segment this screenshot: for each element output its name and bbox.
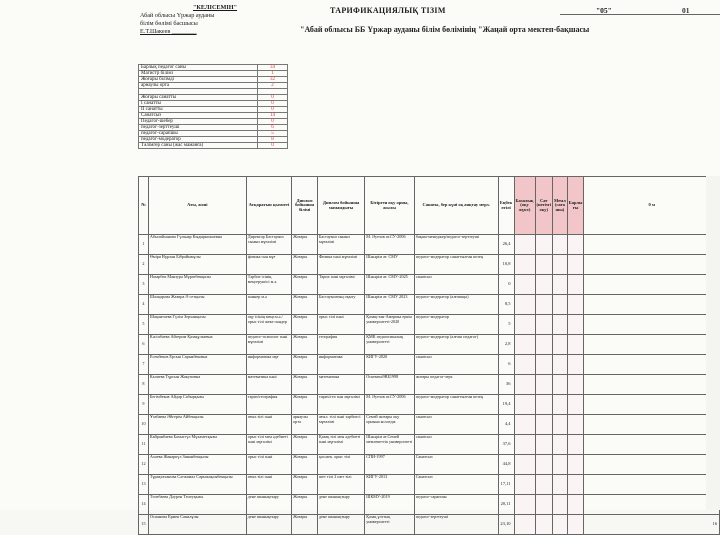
education: Жоғары xyxy=(292,355,318,375)
last-value xyxy=(584,235,720,255)
category: санатсыз xyxy=(414,435,498,455)
experience: 2,8 xyxy=(498,335,514,355)
table-row xyxy=(139,435,720,455)
column-header: Базалық (оқу жүкт) xyxy=(514,177,535,235)
specialty: Физика пәні мұғалімі xyxy=(317,255,364,275)
institution: Шәкәрім ат.Семей мемлекеттік университеті xyxy=(365,435,415,455)
row-number: 9 xyxy=(139,395,149,415)
education: Жоғары xyxy=(292,455,318,475)
column-header: Диплом бойынша мамандығы xyxy=(317,177,364,235)
teacher-name: Шақантаева Гүлім Зерханқызы xyxy=(148,315,246,335)
education: Жоғары xyxy=(292,495,318,515)
hours xyxy=(535,495,552,515)
teacher-name: Абылайханова Гүльнар Кыдыркожаевна xyxy=(148,235,246,255)
state-hours xyxy=(553,415,568,435)
last-value xyxy=(584,275,720,295)
base-load xyxy=(514,495,535,515)
teacher-name: Оспанова Ермек Самалұлы xyxy=(148,515,246,535)
total-hours xyxy=(567,375,584,395)
column-header: Барлы ғы xyxy=(567,177,584,235)
last-value xyxy=(584,375,720,395)
total-hours xyxy=(567,395,584,415)
specialty: Қазақ тілі мен әдебиеті пәні мұғалімі xyxy=(317,435,364,455)
state-hours xyxy=(553,375,568,395)
position: ағыл.тілі пәні xyxy=(246,475,291,495)
hours xyxy=(535,235,552,255)
position: пәннер м.ә xyxy=(246,295,291,315)
row-number: 15 xyxy=(139,515,149,535)
total-hours xyxy=(567,455,584,475)
experience: 20,11 xyxy=(498,495,514,515)
base-load xyxy=(514,515,535,535)
summary-label: Магистр білімі xyxy=(139,71,258,77)
specialty: ағыл. тілі пәні тәрбиесі мұғалімі xyxy=(317,415,364,435)
teacher-name: Кайранбаева Бахытгүл Мұхаметқызы xyxy=(148,435,246,455)
hours xyxy=(535,335,552,355)
table-row xyxy=(139,355,720,375)
total-hours xyxy=(567,235,584,255)
summary-label: II санатты xyxy=(139,106,258,112)
experience: 5 xyxy=(498,315,514,335)
experience: 0 xyxy=(498,275,514,295)
document-subtitle: "Абай облысы ББ Үржар ауданы білім бөлімінің "Жаңай орта мектеп-бақшасы xyxy=(300,25,590,34)
category: Санатсыз xyxy=(414,455,498,475)
education: Жоғары xyxy=(292,515,318,535)
row-number: 10 xyxy=(139,415,149,435)
category: педагог-модератор xyxy=(414,315,498,335)
total-hours xyxy=(567,315,584,335)
institution: Шәкәрім ат. СМУ xyxy=(365,255,415,275)
teacher-name: Бегімбеков Айдар Сабырқызы xyxy=(148,395,246,415)
education: Жоғары xyxy=(292,255,318,275)
row-number: 1 xyxy=(139,235,149,255)
summary-value: 1 xyxy=(258,71,288,77)
summary-row xyxy=(139,142,288,148)
teacher-name: Тұрақтаханова Сәтжамал Сарыжақсыбекқызы xyxy=(148,475,246,495)
teacher-name: Назарбек Манзура Мұратбекқызы xyxy=(148,275,246,295)
position: информатика мұғ xyxy=(246,355,291,375)
base-load xyxy=(514,235,535,255)
summary-value: 32 xyxy=(258,77,288,83)
table-row xyxy=(139,495,720,515)
summary-label: Жоғары білімді xyxy=(139,77,258,83)
hours xyxy=(535,435,552,455)
summary-label: педагог-зерттеуші xyxy=(139,124,258,130)
summary-label: Жоғары санатты xyxy=(139,94,258,100)
state-hours xyxy=(553,495,568,515)
table-row xyxy=(139,335,720,355)
row-number: 14 xyxy=(139,495,149,515)
total-hours xyxy=(567,355,584,375)
row-number: 4 xyxy=(139,295,149,315)
page-edge xyxy=(706,176,720,510)
hours xyxy=(535,315,552,335)
experience: 37,6 xyxy=(498,435,514,455)
column-header: Аты, жөні xyxy=(148,177,246,235)
hours xyxy=(535,455,552,475)
teacher-name: Ахаева Жанаркүл Зинанбекқызы xyxy=(148,455,246,475)
row-number: 8 xyxy=(139,375,149,395)
table-row xyxy=(139,275,720,295)
specialty: дене шынықтыру xyxy=(317,495,364,515)
total-hours xyxy=(567,335,584,355)
row-number: 12 xyxy=(139,455,149,475)
experience: 19,4 xyxy=(498,395,514,415)
position: дене шынықтыру xyxy=(246,515,291,535)
total-hours xyxy=(567,415,584,435)
state-hours xyxy=(553,315,568,335)
education: Жоғары xyxy=(292,295,318,315)
institution: ҚМК педагогикалық университеті xyxy=(365,335,415,355)
category: педагог-модератор (алғашқы) xyxy=(414,295,498,315)
category: санатсыз xyxy=(414,415,498,435)
table-row xyxy=(139,295,720,315)
experience: 23,10 xyxy=(498,515,514,535)
teacher-name: Есенбеков Ерсын Сарыкбековна xyxy=(148,355,246,375)
teacher-name: Төлебаева Дәурен Төлеуқызы xyxy=(148,495,246,515)
total-hours xyxy=(567,435,584,455)
base-load xyxy=(514,375,535,395)
hours xyxy=(535,515,552,535)
summary-label: I санатты xyxy=(139,100,258,106)
category: педагог-зерттеуші xyxy=(414,515,498,535)
institution: Шәкәрім ат. СМУ 2023 xyxy=(365,295,415,315)
summary-label: Тәлімгер саны (жас маманға) xyxy=(139,142,258,148)
summary-label: педагог-модератор xyxy=(139,136,258,142)
position: дене шынықтыру xyxy=(246,495,291,515)
category: санатсыз xyxy=(414,275,498,295)
date-rest: 01 xyxy=(682,6,690,15)
row-number: 11 xyxy=(139,435,149,455)
base-load xyxy=(514,355,535,375)
last-value xyxy=(584,255,720,275)
base-load xyxy=(514,415,535,435)
base-load xyxy=(514,255,535,275)
experience: 8,5 xyxy=(498,295,514,315)
hours xyxy=(535,255,552,275)
summary-label: Педагог-шебер xyxy=(139,118,258,124)
column-header: № xyxy=(139,177,149,235)
column-header: Бітірген оқу орны, жылы xyxy=(365,177,415,235)
education: Жоғары xyxy=(292,475,318,495)
teacher-name: Калиева Тұрсын Жакуповна xyxy=(148,375,246,395)
institution: Қазақ ұлттық университеті xyxy=(365,515,415,535)
summary-value: 0 xyxy=(258,118,288,124)
column-header: Санаты, бер күні оқ аяқтау мерз. xyxy=(414,177,498,235)
category: педагог-модератор санаттылған кезең xyxy=(414,395,498,415)
hours xyxy=(535,475,552,495)
state-hours xyxy=(553,255,568,275)
specialty: шет тілі 2 шет тілі xyxy=(317,475,364,495)
last-value xyxy=(584,335,720,355)
position: ағыл.тілі пәні xyxy=(246,415,291,435)
last-value xyxy=(584,415,720,435)
approval-line: білім бөлімі басшысы xyxy=(140,20,198,27)
summary-table xyxy=(138,64,288,149)
table-row xyxy=(139,315,720,335)
state-hours xyxy=(553,295,568,315)
table-row xyxy=(139,255,720,275)
summary-label: Санатсыз xyxy=(139,112,258,118)
specialty: қаз.мек. орыс тілі xyxy=(317,455,364,475)
column-header: Мемл (саға шы) xyxy=(553,177,568,235)
specialty: тарих/гео пән мұғалімі xyxy=(317,395,364,415)
total-hours xyxy=(567,515,584,535)
base-load xyxy=(514,455,535,475)
table-row xyxy=(139,375,720,395)
table-row xyxy=(139,235,720,255)
institution: Қазақстан-Америка еркін университеті-2020 xyxy=(365,315,415,335)
summary-value: 0 xyxy=(258,100,288,106)
institution: М. Әуезов ат.СУ-2006 xyxy=(365,395,415,415)
tariff-table xyxy=(138,176,720,535)
state-hours xyxy=(553,335,568,355)
row-number: 6 xyxy=(139,335,149,355)
row-number: 3 xyxy=(139,275,149,295)
experience: 4,4 xyxy=(498,415,514,435)
summary-value: 2 xyxy=(258,83,288,89)
table-row xyxy=(139,455,720,475)
education: Жоғары xyxy=(292,375,318,395)
experience: 17,11 xyxy=(498,475,514,495)
column-header: 0 м xyxy=(584,177,720,235)
row-number: 5 xyxy=(139,315,149,335)
column-header: Сағ (негізгі оқу) xyxy=(535,177,552,235)
state-hours xyxy=(553,455,568,475)
table-row xyxy=(139,515,720,535)
date-underline xyxy=(560,14,720,15)
institution: КИГУ-2020 xyxy=(365,355,415,375)
specialty: Бастауыштың оқыту xyxy=(317,295,364,315)
last-value: 16 xyxy=(584,515,720,535)
row-number: 13 xyxy=(139,475,149,495)
base-load xyxy=(514,335,535,355)
state-hours xyxy=(553,275,568,295)
education: Жоғары xyxy=(292,335,318,355)
base-load xyxy=(514,435,535,455)
summary-value: 0 xyxy=(258,106,288,112)
base-load xyxy=(514,275,535,295)
state-hours xyxy=(553,475,568,495)
teacher-name: Шалқарова Жазира Ә сетқызы xyxy=(148,295,246,315)
category: бақша-менеджер/педагог-зерттеуші xyxy=(414,235,498,255)
total-hours xyxy=(567,495,584,515)
institution: СПИ-1997 xyxy=(365,455,415,475)
state-hours xyxy=(553,395,568,415)
approval-line: Абай облысы Үржар ауданы xyxy=(140,12,215,19)
last-value xyxy=(584,295,720,315)
summary-value: 34 xyxy=(258,65,288,71)
education: Жоғары xyxy=(292,235,318,255)
table-row xyxy=(139,415,720,435)
summary-value: 0 xyxy=(258,94,288,100)
hours xyxy=(535,415,552,435)
specialty: математика xyxy=(317,375,364,395)
position: педагог-психолог пәні мұғалімі xyxy=(246,335,291,355)
specialty: орыс тілі пәні xyxy=(317,315,364,335)
document-title: ТАРИФИКАЦИЯЛЫҚ ТІЗІМ xyxy=(330,6,446,15)
approval-line: Е.Т.Шакеев ________ xyxy=(140,28,197,35)
institution: ШКМУ-2019 xyxy=(365,495,415,515)
summary-value: 0 xyxy=(258,142,288,148)
position: математика пәні xyxy=(246,375,291,395)
category: педагог-модератор (алғаш педагог) xyxy=(414,335,498,355)
state-hours xyxy=(553,235,568,255)
specialty: дене шынықтыру xyxy=(317,515,364,535)
hours xyxy=(535,395,552,415)
last-value xyxy=(584,355,720,375)
last-value xyxy=(584,315,720,335)
total-hours xyxy=(567,475,584,495)
column-header: Еңбек өтілі xyxy=(498,177,514,235)
teacher-name: Кәсіпбаева Айгерим Қазақұлыевна xyxy=(148,335,246,355)
last-value xyxy=(584,455,720,475)
column-header: Атқаратын қызметі xyxy=(246,177,291,235)
row-number: 7 xyxy=(139,355,149,375)
hours xyxy=(535,295,552,315)
position: Тәрбие ісінің меңгерушісі м.ә. xyxy=(246,275,291,295)
education: Жоғары xyxy=(292,395,318,415)
institution: Семей жоғары оқу орнына колледж xyxy=(365,415,415,435)
institution: ОскеменӘВБ1998 xyxy=(365,375,415,395)
position: орыс тілі пәні xyxy=(246,455,291,475)
total-hours xyxy=(567,275,584,295)
experience: 6 xyxy=(498,355,514,375)
institution: Шәкәрім ат. СМУ-2025 xyxy=(365,275,415,295)
hours xyxy=(535,375,552,395)
state-hours xyxy=(553,355,568,375)
institution: М. Әуезов ат.СУ-2006 xyxy=(365,235,415,255)
position: Директор Бастауыш сынып мұғалімі xyxy=(246,235,291,255)
last-value xyxy=(584,435,720,455)
category: Санатсыз xyxy=(414,475,498,495)
base-load xyxy=(514,295,535,315)
hours xyxy=(535,275,552,295)
education: Жоғары xyxy=(292,435,318,455)
hours xyxy=(535,355,552,375)
table-row xyxy=(139,475,720,495)
experience: 36 xyxy=(498,375,514,395)
state-hours xyxy=(553,435,568,455)
approval-block xyxy=(140,4,290,36)
summary-label: арнаулы орта xyxy=(139,83,258,89)
summary-label: Барлық педагог саны xyxy=(139,65,258,71)
table-row xyxy=(139,395,720,415)
specialty: Бастауыш сынып мұғалімі xyxy=(317,235,364,255)
experience: 44,8 xyxy=(498,455,514,475)
education: Жоғары xyxy=(292,315,318,335)
summary-value: 8 xyxy=(258,136,288,142)
position: оқу ісінің меңг.м.ә./орыс тілі жеке пәндер xyxy=(246,315,291,335)
specialty: информатика xyxy=(317,355,364,375)
base-load xyxy=(514,395,535,415)
position: тарих/география xyxy=(246,395,291,415)
date-day: "05" xyxy=(596,6,612,15)
total-hours xyxy=(567,295,584,315)
last-value xyxy=(584,395,720,415)
category: санатсыз xyxy=(414,355,498,375)
column-header: Диплом бойынша білімі xyxy=(292,177,318,235)
experience: 10,8 xyxy=(498,255,514,275)
row-number: 2 xyxy=(139,255,149,275)
teacher-name: Ұзабаева Әйгерім Айбекқызы xyxy=(148,415,246,435)
base-load xyxy=(514,315,535,335)
summary-value: 6 xyxy=(258,124,288,130)
category: педагог-модератор санаттылған кезең xyxy=(414,255,498,275)
institution: КИГУ-2013 xyxy=(365,475,415,495)
summary-value: 14 xyxy=(258,112,288,118)
summary-label: педагог-сарапшы xyxy=(139,130,258,136)
education: Жоғары xyxy=(292,275,318,295)
total-hours xyxy=(567,255,584,275)
approval-line: "КЕЛІСЕМІН" xyxy=(192,4,238,11)
teacher-name: Өміря Нұрлан Бібрайымұлы xyxy=(148,255,246,275)
summary-value: 5 xyxy=(258,130,288,136)
base-load xyxy=(514,475,535,495)
last-value xyxy=(584,475,720,495)
position: орыс тілі мен әдебиеті пәні мұғалімі xyxy=(246,435,291,455)
specialty: география xyxy=(317,335,364,355)
experience: 26,4 xyxy=(498,235,514,255)
specialty: Тарих пәні мұғалімі xyxy=(317,275,364,295)
category: педагог-сарапшы xyxy=(414,495,498,515)
education: арнаулы орта xyxy=(292,415,318,435)
last-value xyxy=(584,495,720,515)
category: жоғары педагог-зерт. xyxy=(414,375,498,395)
position: физика пән мұғ xyxy=(246,255,291,275)
state-hours xyxy=(553,515,568,535)
